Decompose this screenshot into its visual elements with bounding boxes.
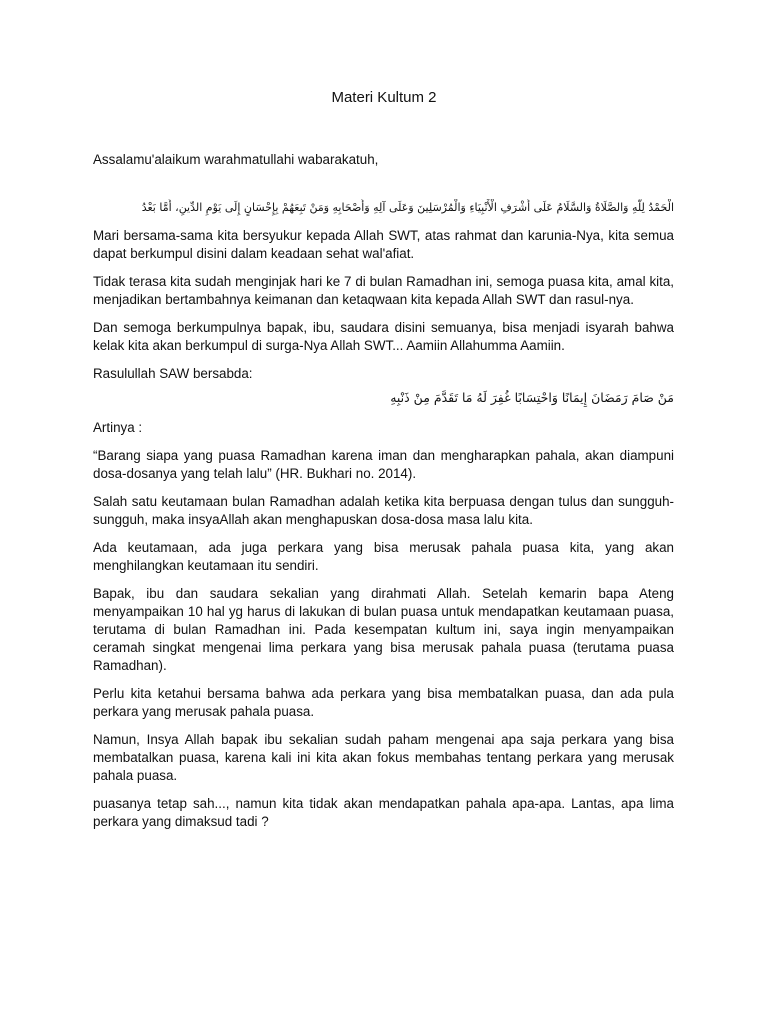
paragraph: Salah satu keutamaan bulan Ramadhan adalah ketika kita berpuasa dengan tulus dan sungguh-sungguh, maka insyaAllah akan menghapuskan dosa-dosa masa lalu kita. (93, 494, 674, 527)
paragraph: Dan semoga berkumpulnya bapak, ibu, saudara disini semuanya, bisa menjadi isyarah bahwa kelak kita akan berkumpul di surga-Nya Allah SWT... Aamiin Allahumma Aamiin. (93, 320, 674, 353)
paragraph: Perlu kita ketahui bersama bahwa ada perkara yang bisa membatalkan puasa, dan ada pula perkara yang merusak pahala puasa. (93, 686, 674, 719)
hadith-intro: Rasulullah SAW bersabda: (93, 366, 253, 381)
paragraph: Bapak, ibu dan saudara sekalian yang dirahmati Allah. Setelah kemarin bapa Ateng menyampaikan 10 hal yg harus di lakukan di bulan puasa untuk mendapatkan keutamaan puasa, terutama di bulan Ramadhan ini. Pada kesempatan kultum ini, saya ingin menyampaikan ceramah singkat mengenai lima perkara yang bisa merusak pahala puasa (terutama puasa Ramadhan). (93, 586, 674, 673)
paragraph: Namun, Insya Allah bapak ibu sekalian sudah paham mengenai apa saja perkara yang bisa membatalkan puasa, karena kali ini kita akan fokus membahas tentang perkara yang merusak pahala puasa. (93, 732, 674, 783)
paragraph: Ada keutamaan, ada juga perkara yang bisa merusak pahala puasa kita, yang akan menghilangkan keutamaan itu sendiri. (93, 540, 674, 573)
paragraph: Mari bersama-sama kita bersyukur kepada Allah SWT, atas rahmat dan karunia-Nya, kita semua dapat berkumpul disini dalam keadaan sehat wal'afiat. (93, 228, 674, 261)
greeting: Assalamu'alaikum warahmatullahi wabarakatuh, (93, 152, 379, 167)
document-body (93, 151, 674, 841)
paragraph: “Barang siapa yang puasa Ramadhan karena iman dan mengharapkan pahala, akan diampuni dosa-dosanya yang telah lalu” (HR. Bukhari no. 2014). (93, 448, 674, 481)
arabic-hadith: مَنْ صَامَ رَمَضَانَ إِيمَانًا وَاحْتِسَابًا غُفِرَ لَهُ مَا تَقَدَّمَ مِنْ ذَنْبِهِ (390, 390, 674, 405)
paragraph: puasanya tetap sah..., namun kita tidak akan mendapatkan pahala apa-apa. Lantas, apa lima perkara yang dimaksud tadi ? (93, 796, 674, 829)
page-title: Materi Kultum 2 (331, 89, 437, 106)
paragraph: Tidak terasa kita sudah menginjak hari ke 7 di bulan Ramadhan ini, semoga puasa kita, amal kita, menjadikan bertambahnya keimanan dan ketaqwaan kita kepada Allah SWT dan rasul-nya. (93, 274, 674, 307)
meaning-label: Artinya : (93, 420, 143, 435)
arabic-opening: الْحَمْدُ لِلَّهِ وَالصَّلَاةُ وَالسَّلَامُ عَلَى أَشْرَفِ الْأَنْبِيَاءِ وَالْمُرْسَلِينَ وَعَلَى آلِهِ وَأَصْحَابِهِ وَمَنْ تَبِعَهُمْ بِإِحْسَانٍ إِلَى يَوْمِ الدِّينِ، أَمَّا بَعْدُ (141, 201, 674, 214)
